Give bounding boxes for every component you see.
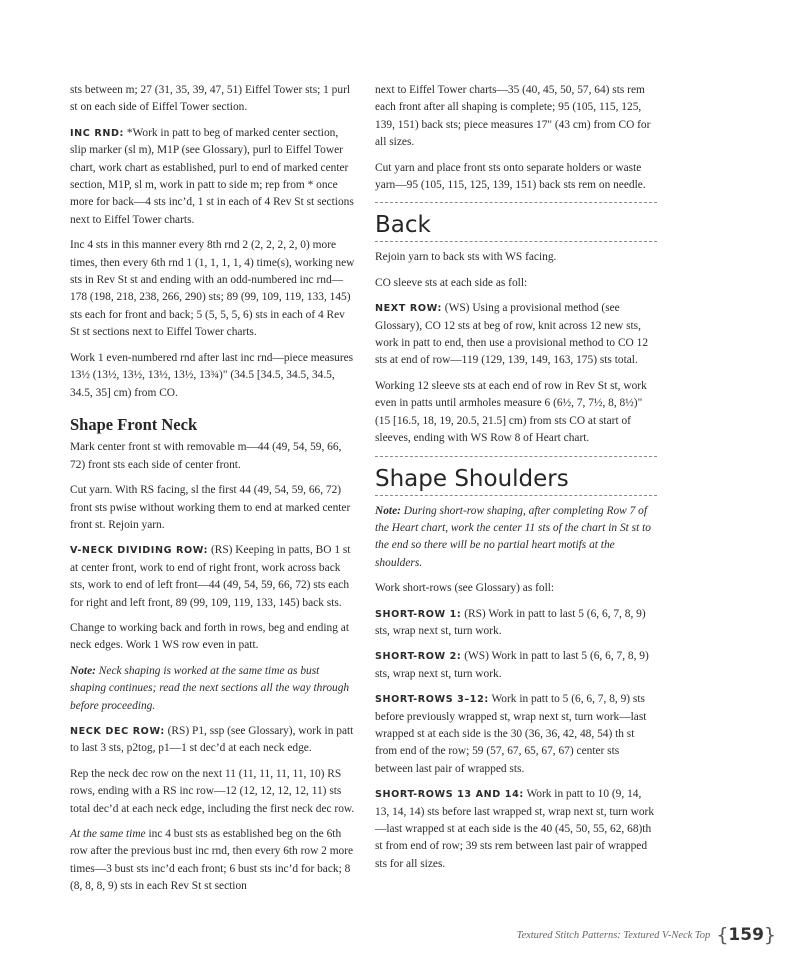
paragraph <box>375 691 657 778</box>
note-lead: Note: <box>375 504 401 517</box>
paragraph: Cut yarn and place front sts onto separate holders or waste yarn—95 (105, 115, 125, 139, 151) back sts rem on needle. <box>375 161 646 192</box>
paragraph: Cut yarn. With RS facing, sl the first 44 (49, 54, 59, 66, 72) front sts pwise without working them to end at marked center front st. Rejoin yarn. <box>70 484 351 531</box>
instruction-text: (WS) Using a provisional method (see Glossary), CO 12 sts at beg of row, knit across 12 new sts, work in patt to end, then use a provisional method to CO 12 sts at end of row—119 (129, 139, 149, 163, 175) sts total. <box>375 302 649 367</box>
paragraph: CO sleeve sts at each side as foll: <box>375 276 528 289</box>
instruction-text: (WS) Work in patt to last 5 (6, 6, 7, 8, 9) sts, wrap next st, turn work. <box>375 650 649 680</box>
note-text: During short-row shaping, after completing Row 7 of the Heart chart, work the center 11 sts of the chart in St st to the end so there will be no partial heart motifs at the shoulders. <box>375 504 651 569</box>
paragraph: Rep the neck dec row on the next 11 (11, 11, 11, 11, 10) RS rows, ending with a RS inc row—12 (12, 12, 12, 12, 11) sts total dec’d at each neck edge, including the first neck dec row. <box>70 767 355 815</box>
paragraph-text: inc 4 bust sts as established beg on the 6th row after the previous bust inc rnd, then every 6th row 2 more times—3 bust sts inc’d each front; 6 bust sts inc’d for back; 8 (8, 8, 8, 9) sts in each Rev St st section <box>70 828 354 893</box>
paragraph: sts between m; 27 (31, 35, 39, 47, 51) Eiffel Tower sts; 1 purl st on each side of Eiffel Tower section. <box>70 84 351 114</box>
left-column <box>70 82 357 904</box>
instruction-text: (RS) P1, ssp (see Glossary), work in patt to last 3 sts, p2tog, p1—1 st dec’d at each neck edge. <box>70 725 354 755</box>
paragraph <box>70 542 357 612</box>
paragraph <box>375 648 657 683</box>
paragraph: Change to working back and forth in rows, beg and ending at neck edges. Work 1 WS row even in patt. <box>70 621 350 652</box>
paragraph <box>70 125 357 229</box>
paragraph: Inc 4 sts in this manner every 8th rnd 2 (2, 2, 2, 2, 0) more times, then every 6th rnd 1 (1, 1, 1, 1, 4) time(s), working new sts in Rev St st and ending with an odd-numbered inc rnd—178 (198, 218, 238, 266, 290) sts; 89 (99, 109, 119, 133, 145) sts each for front and back; 5 (5, 5, 5, 6) sts in each of 4 Rev St st sections next to Eiffel Tower charts. <box>70 239 355 339</box>
section-heading-back: Back <box>375 202 657 242</box>
ornament-brace-icon: { <box>716 924 729 946</box>
instruction-lead: SHORT-ROWS 13 AND 14: <box>375 789 524 801</box>
ornament-brace-icon: } <box>763 924 776 946</box>
instruction-lead: NEXT ROW: <box>375 303 442 315</box>
note <box>70 663 357 715</box>
italic-phrase: At the same time <box>70 828 146 841</box>
paragraph <box>375 786 657 873</box>
page-number-value: 159 <box>728 925 764 945</box>
instruction-text: *Work in patt to beg of marked center section, slip marker (sl m), M1P (see Glossary), purl to Eiffel Tower chart, work chart as established, purl to end of marked center section, M1P, sl m, work in patt to side m; rep from * once more for back—4 sts inc’d, 1 st in each of 4 Rev St st sections next to Eiffel Tower charts. <box>70 126 354 226</box>
instruction-lead: SHORT-ROW 2: <box>375 651 462 663</box>
subheading-shape-front-neck: Shape Front Neck <box>70 414 198 434</box>
paragraph: Work 1 even-numbered rnd after last inc rnd—piece measures 13½ (13½, 13½, 13½, 13½, 13¾)" (34.5 [34.5, 34.5, 34.5, 34.5, 35] cm) from CO. <box>70 351 354 399</box>
paragraph: Working 12 sleeve sts at each end of row in Rev St st, work even in patts until armholes measure 6 (6½, 7, 7½, 8, 8½)" (15 [16.5, 18, 19, 20.5, 21.5] cm) from sts CO at start of sleeves, ending with WS Row 8 of Heart chart. <box>375 379 647 445</box>
paragraph <box>375 300 657 370</box>
instruction-text: (RS) Work in patt to last 5 (6, 6, 7, 8, 9) sts, wrap next st, turn work. <box>375 607 646 637</box>
paragraph <box>70 723 357 758</box>
page-footer <box>517 920 776 950</box>
instruction-lead: SHORT-ROW 1: <box>375 608 462 620</box>
paragraph <box>70 826 357 896</box>
instruction-text: (RS) Keeping in patts, BO 1 st at center front, work to end of right front, work across back sts, work to end of left front—44 (49, 54, 59, 66, 72) sts each for right and left front, 89 (99, 109, 119, 133, 145) back sts. <box>70 544 351 609</box>
paragraph <box>375 606 657 641</box>
paragraph: Work short-rows (see Glossary) as foll: <box>375 582 555 595</box>
note-text: Neck shaping is worked at the same time as bust shaping continues; read the next sections all the way through before proceeding. <box>70 664 350 712</box>
note-lead: Note: <box>70 664 96 677</box>
instruction-text: Work in patt to 5 (6, 6, 7, 8, 9) sts before previously wrapped st, wrap next st, turn work—last wrapped st at each side is the 30 (36, 36, 42, 48, 54) th st from end of the row; 59 (57, 67, 65, 67, 67) center sts between last pair of wrapped sts. <box>375 693 647 775</box>
note <box>375 503 657 573</box>
paragraph: Rejoin yarn to back sts with WS facing. <box>375 251 557 264</box>
instruction-lead: INC RND: <box>70 127 124 139</box>
paragraph: Mark center front st with removable m—44 (49, 54, 59, 66, 72) front sts each side of center front. <box>70 441 342 471</box>
instruction-lead: NECK DEC ROW: <box>70 726 165 737</box>
instruction-text: Work in patt to 10 (9, 14, 13, 14, 14) sts before last wrapped st, wrap next st, turn work—last wrapped st at each side is the 40 (45, 50, 55, 62, 68)th st from end of row; 39 sts rem between last pair of wrapped sts for all sizes. <box>375 788 655 870</box>
page-number <box>716 924 776 946</box>
section-heading-shape-shoulders: Shape Shoulders <box>375 456 657 496</box>
instruction-lead: SHORT-ROWS 3–12: <box>375 694 489 706</box>
running-title: Textured Stitch Patterns: Textured V-Neck Top <box>516 929 711 941</box>
instruction-lead: V-NECK DIVIDING ROW: <box>70 545 209 557</box>
right-column <box>375 82 657 881</box>
paragraph: next to Eiffel Tower charts—35 (40, 45, 50, 57, 64) sts rem each front after all shaping is complete; 95 (105, 115, 125, 139, 151) back sts; piece measures 17" (43 cm) from CO for all sizes. <box>375 84 651 149</box>
